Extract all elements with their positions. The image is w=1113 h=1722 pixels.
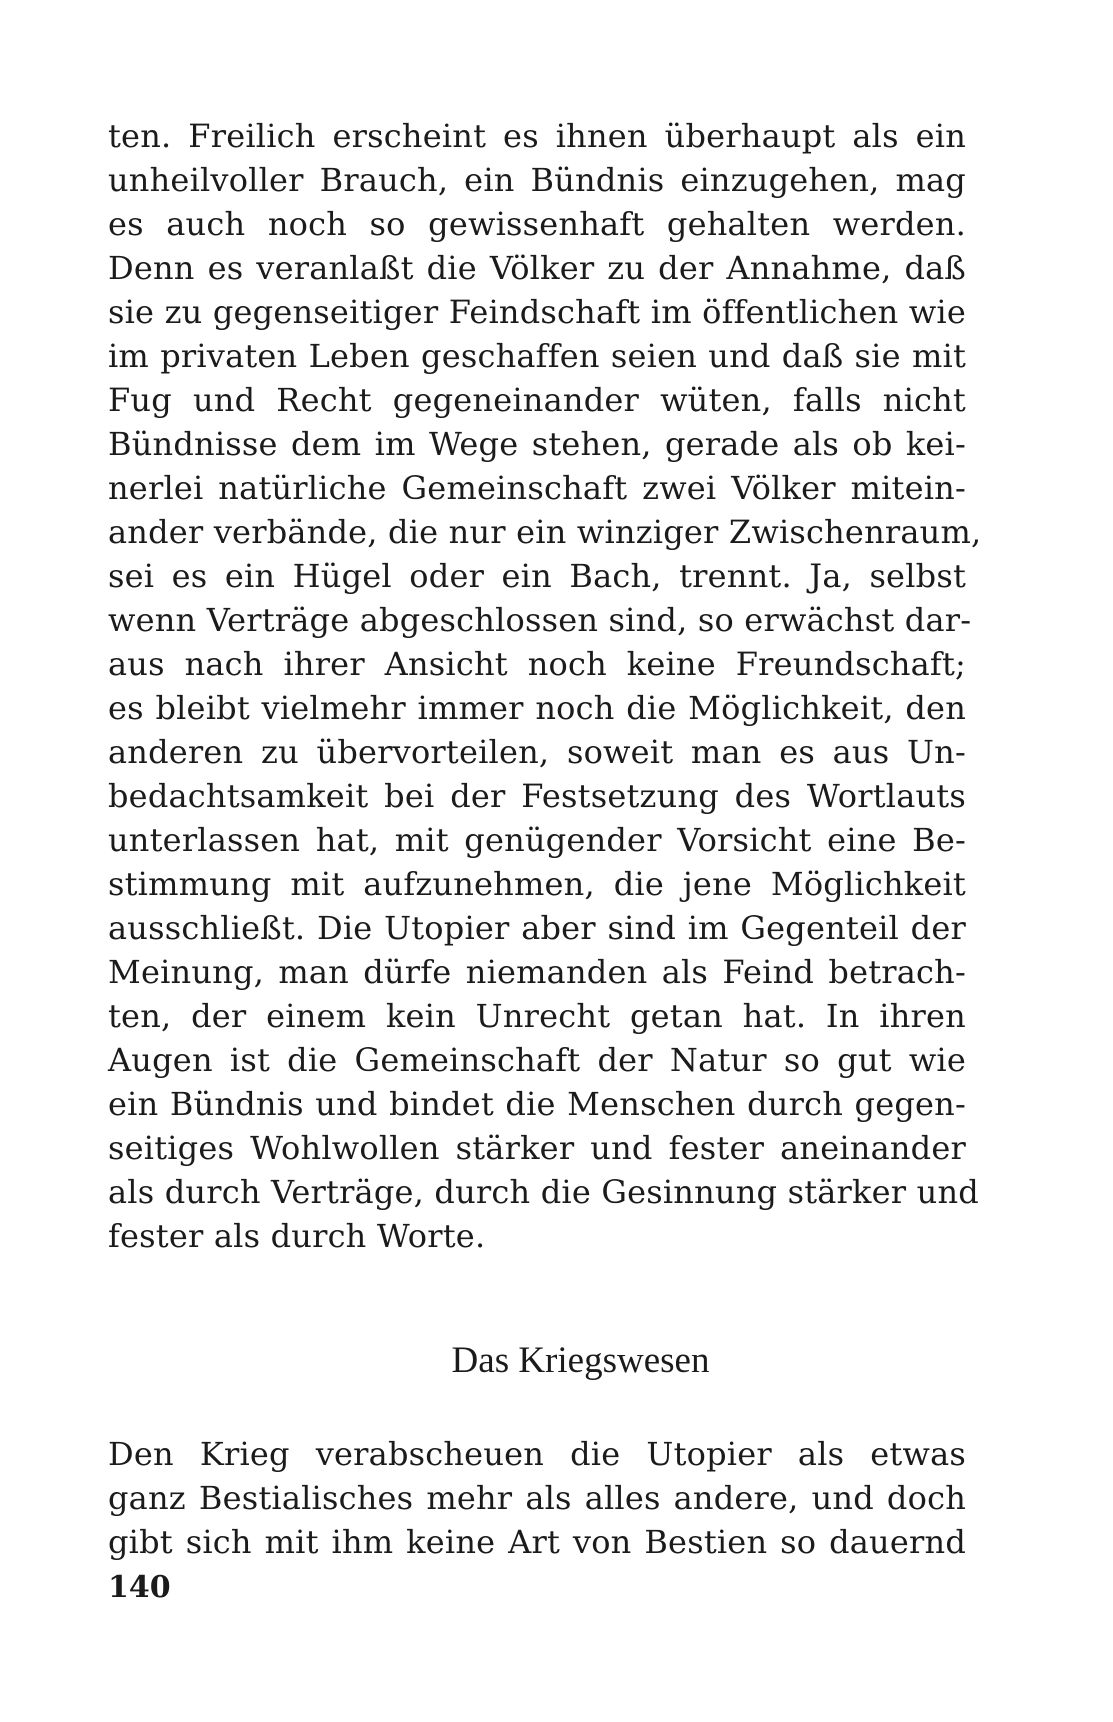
text-line: Fug und Recht gegeneinander wüten, falls nicht (108, 381, 966, 419)
text-line: Meinung, man dürfe niemanden als Feind betrach- (108, 953, 966, 991)
text-line: gibt sich mit ihm keine Art von Bestien so dauernd (108, 1523, 966, 1561)
text-line: es bleibt vielmehr immer noch die Möglichkeit, den (108, 689, 966, 727)
text-line: nerlei natürliche Gemeinschaft zwei Völker mitein- (108, 469, 966, 507)
text-line: unterlassen hat, mit genügender Vorsicht eine Be- (108, 821, 966, 859)
text-line: sei es ein Hügel oder ein Bach, trennt. Ja, selbst (108, 557, 966, 595)
text-line: ein Bündnis und bindet die Menschen durch gegen- (108, 1085, 966, 1123)
text-line: fester als durch Worte. (108, 1217, 486, 1255)
text-line: Augen ist die Gemeinschaft der Natur so gut wie (108, 1041, 966, 1079)
text-line: stimmung mit aufzunehmen, die jene Möglichkeit (108, 865, 966, 903)
text-line: Denn es veranlaßt die Völker zu der Annahme, daß (108, 249, 966, 287)
text-line: unheilvoller Brauch, ein Bündnis einzugehen, mag (108, 161, 966, 199)
text-line: seitiges Wohlwollen stärker und fester aneinander (108, 1129, 966, 1167)
paragraph-treaties (108, 114, 982, 1258)
text-line: Den Krieg verabscheuen die Utopier als etwas (108, 1435, 966, 1473)
text-line: anderen zu übervorteilen, soweit man es aus Un- (108, 733, 966, 771)
text-line: es auch noch so gewissenhaft gehalten werden. (108, 205, 966, 243)
text-line: ausschließt. Die Utopier aber sind im Gegenteil der (108, 909, 966, 947)
text-line: ten. Freilich erscheint es ihnen überhaupt als ein (108, 117, 966, 155)
text-line: bedachtsamkeit bei der Festsetzung des Wortlauts (108, 777, 966, 815)
text-line: ganz Bestialisches mehr als alles andere, und doch (108, 1479, 966, 1517)
page-number: 140 (108, 1570, 171, 1605)
section-heading: Das Kriegswesen (451, 1340, 710, 1381)
text-line: ten, der einem kein Unrecht getan hat. In ihren (108, 997, 966, 1035)
text-line: als durch Verträge, durch die Gesinnung stärker und (108, 1173, 979, 1211)
text-line: aus nach ihrer Ansicht noch keine Freundschaft; (108, 645, 966, 683)
text-line: sie zu gegenseitiger Feindschaft im öffentlichen wie (108, 293, 966, 331)
text-line: wenn Verträge abgeschlossen sind, so erwächst dar- (108, 601, 972, 639)
text-line: ander verbände, die nur ein winziger Zwischenraum, (108, 513, 982, 551)
text-line: im privaten Leben geschaffen seien und daß sie mit (108, 337, 966, 375)
text-line: Bündnisse dem im Wege stehen, gerade als ob kei- (108, 425, 966, 463)
paragraph-war (108, 1432, 966, 1564)
